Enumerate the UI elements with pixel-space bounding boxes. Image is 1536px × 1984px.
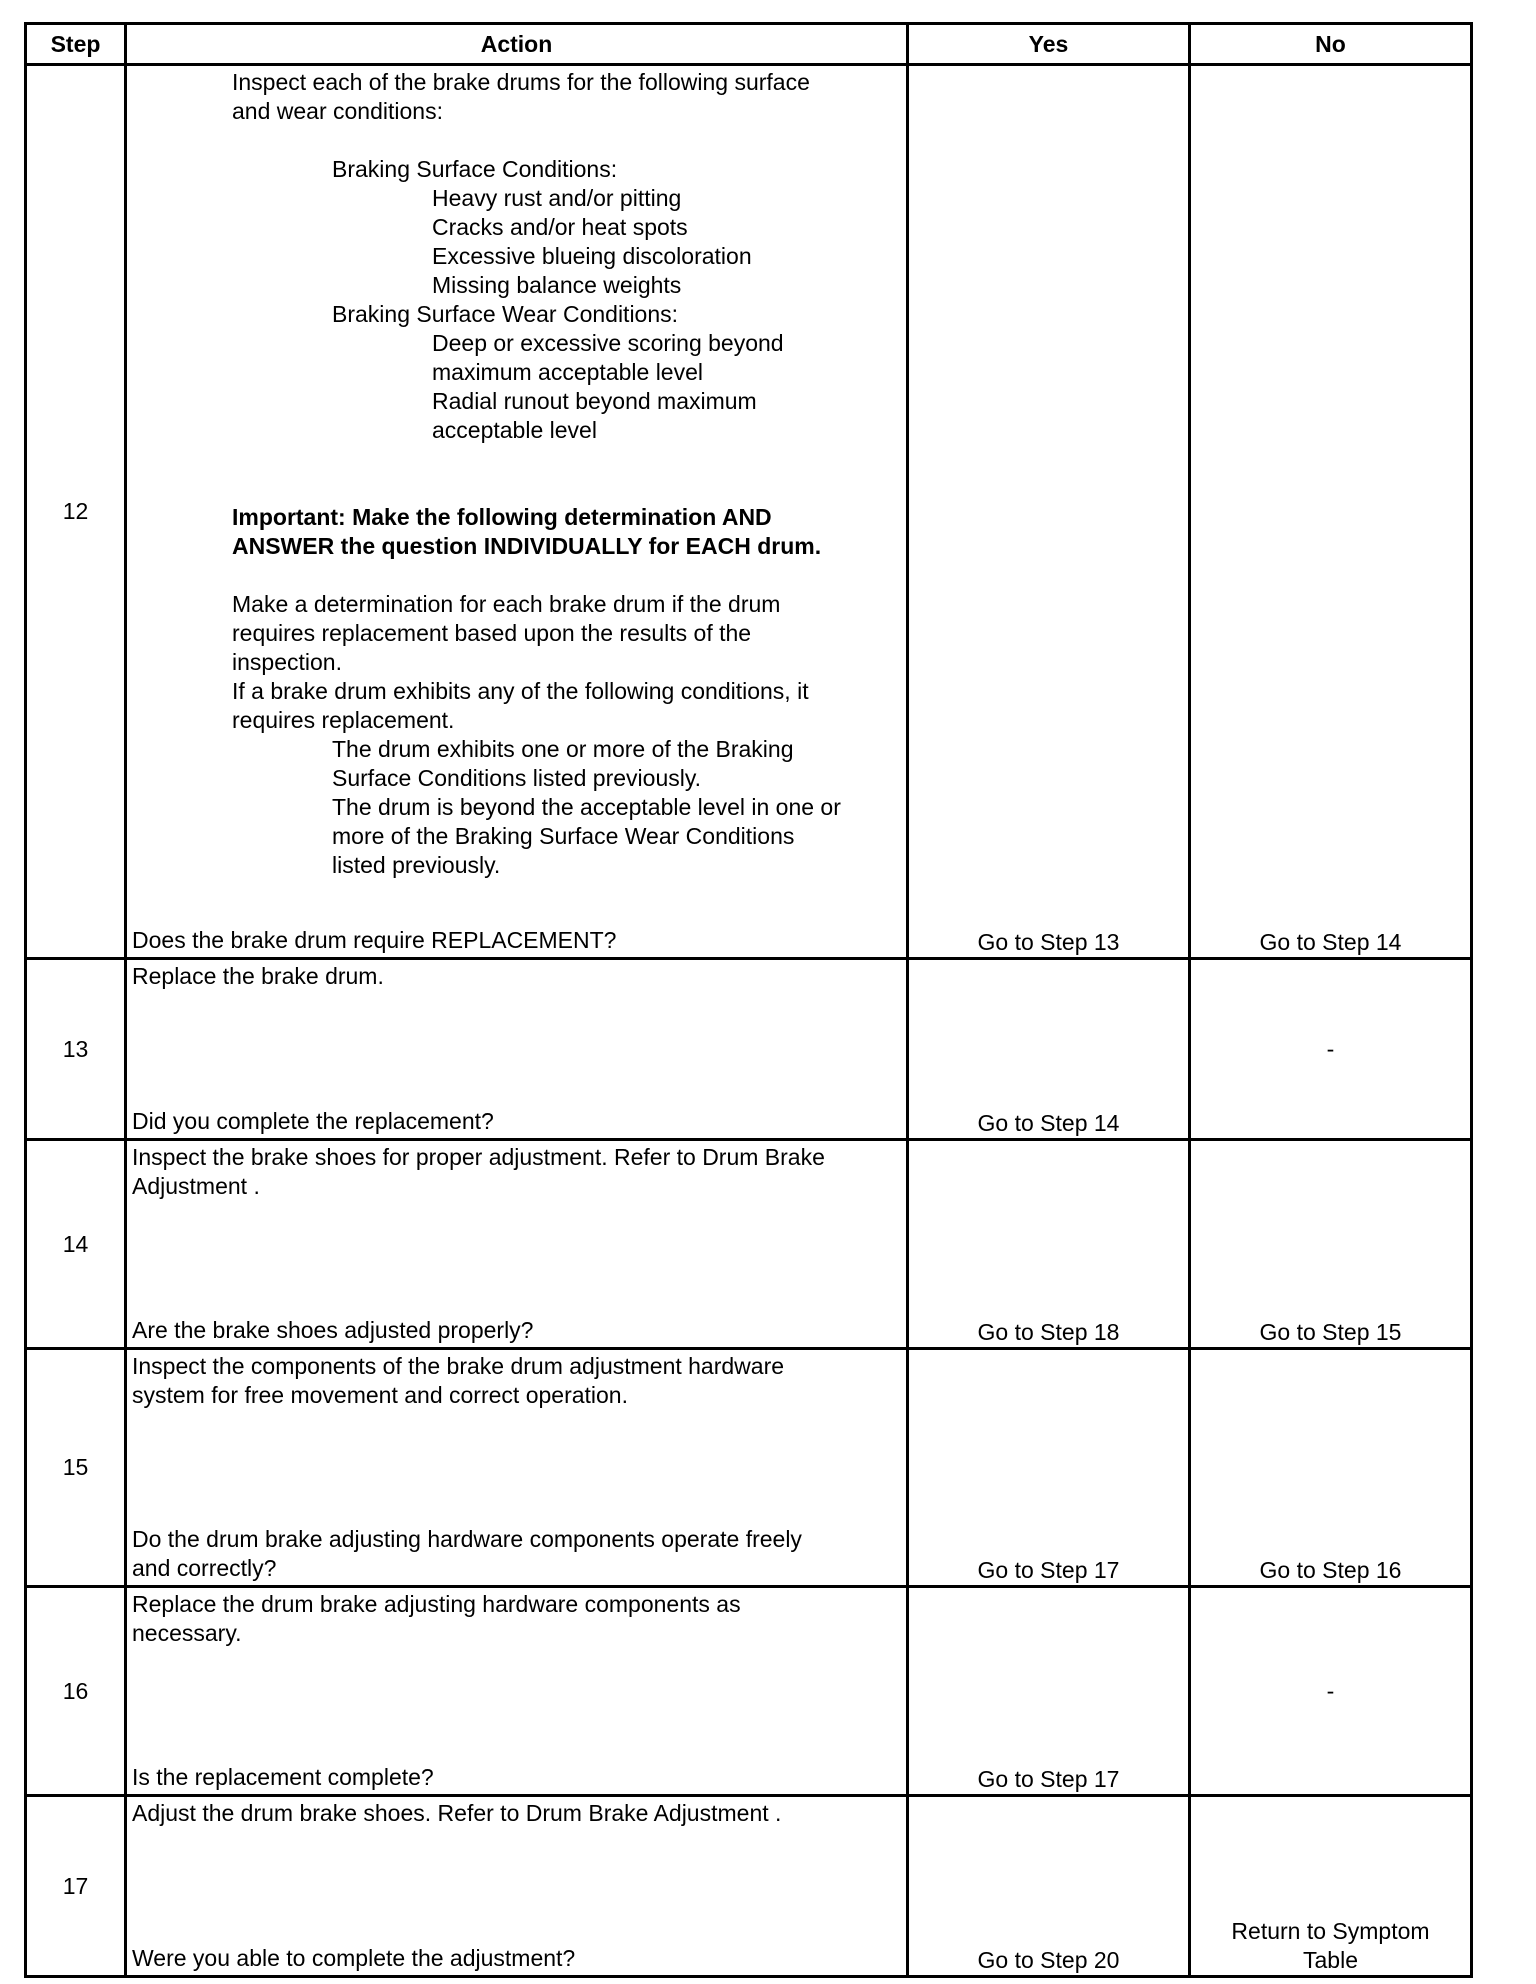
condition-line: The drum exhibits one or more of the Braking xyxy=(332,736,794,762)
action-line: necessary. xyxy=(132,1620,242,1646)
action-line: requires replacement based upon the results of the xyxy=(232,620,752,646)
yes-cell: Go to Step 18 xyxy=(908,1140,1190,1349)
diagnostic-table xyxy=(24,22,1473,1978)
yes-cell: Go to Step 13 xyxy=(908,65,1190,959)
action-line: Inspect the brake shoes for proper adjustment. Refer to Drum Brake xyxy=(132,1144,825,1170)
header-no: No xyxy=(1190,24,1472,65)
header-yes: Yes xyxy=(908,24,1190,65)
action-line: Inspect each of the brake drums for the following surface xyxy=(232,69,810,95)
table-row xyxy=(26,959,1472,1140)
no-cell: Go to Step 14 xyxy=(1190,65,1472,959)
step-number: 13 xyxy=(26,959,126,1140)
list-item: Cracks and/or heat spots xyxy=(432,214,688,240)
header-step: Step xyxy=(26,24,126,65)
no-cell: - xyxy=(1190,1587,1472,1796)
condition-line: listed previously. xyxy=(332,852,501,878)
action-line: Inspect the components of the brake drum adjustment hardware xyxy=(132,1353,785,1379)
action-question: and correctly? xyxy=(132,1555,277,1581)
table-row xyxy=(26,1587,1472,1796)
list-item: Heavy rust and/or pitting xyxy=(432,185,682,211)
list-item: Radial runout beyond maximum xyxy=(432,388,757,414)
step-number: 14 xyxy=(26,1140,126,1349)
table-row xyxy=(26,65,1472,959)
condition-line: The drum is beyond the acceptable level in one or xyxy=(332,794,841,820)
list-item: acceptable level xyxy=(432,417,597,443)
condition-line: more of the Braking Surface Wear Conditions xyxy=(332,823,795,849)
table-row xyxy=(26,1349,1472,1587)
action-line: Replace the brake drum. xyxy=(132,963,384,989)
list-item: maximum acceptable level xyxy=(432,359,704,385)
important-note: ANSWER the question INDIVIDUALLY for EACH drum. xyxy=(232,533,822,559)
action-line: and wear conditions: xyxy=(232,98,443,124)
action-question: Does the brake drum require REPLACEMENT? xyxy=(132,927,617,953)
step-number: 17 xyxy=(26,1796,126,1977)
action-line: Adjust the drum brake shoes. Refer to Drum Brake Adjustment . xyxy=(132,1800,782,1826)
action-cell xyxy=(126,1349,908,1587)
action-line: Replace the drum brake adjusting hardware components as xyxy=(132,1591,741,1617)
yes-cell: Go to Step 17 xyxy=(908,1349,1190,1587)
action-line: Adjustment . xyxy=(132,1173,260,1199)
important-note: Important: Make the following determination AND xyxy=(232,504,772,530)
table-row xyxy=(26,1796,1472,1977)
list-item: Deep or excessive scoring beyond xyxy=(432,330,784,356)
action-line: Make a determination for each brake drum if the drum xyxy=(232,591,781,617)
step-number: 12 xyxy=(26,65,126,959)
yes-cell: Go to Step 20 xyxy=(908,1796,1190,1977)
list-item: Missing balance weights xyxy=(432,272,682,298)
step-number: 16 xyxy=(26,1587,126,1796)
condition-line: Surface Conditions listed previously. xyxy=(332,765,702,791)
yes-cell: Go to Step 14 xyxy=(908,959,1190,1140)
list-item: Excessive blueing discoloration xyxy=(432,243,752,269)
action-question: Are the brake shoes adjusted properly? xyxy=(132,1317,534,1343)
action-line: inspection. xyxy=(232,649,342,675)
table-row xyxy=(26,1140,1472,1349)
action-question: Did you complete the replacement? xyxy=(132,1108,494,1134)
no-cell: Go to Step 16 xyxy=(1190,1349,1472,1587)
surface-conditions-title: Braking Surface Conditions: xyxy=(332,156,618,182)
yes-cell: Go to Step 17 xyxy=(908,1587,1190,1796)
action-cell xyxy=(126,65,908,959)
no-cell: - xyxy=(1190,959,1472,1140)
action-question: Is the replacement complete? xyxy=(132,1764,434,1790)
action-line: requires replacement. xyxy=(232,707,455,733)
action-question: Were you able to complete the adjustment? xyxy=(132,1945,576,1971)
action-cell xyxy=(126,1796,908,1977)
no-line: Table xyxy=(1303,1947,1358,1973)
action-cell xyxy=(126,1587,908,1796)
action-line: If a brake drum exhibits any of the following conditions, it xyxy=(232,678,809,704)
action-cell xyxy=(126,1140,908,1349)
action-line: system for free movement and correct operation. xyxy=(132,1382,628,1408)
action-question: Do the drum brake adjusting hardware components operate freely xyxy=(132,1526,802,1552)
no-line: Return to Symptom xyxy=(1231,1918,1430,1944)
header-row xyxy=(26,24,1472,65)
action-instructions xyxy=(132,68,900,880)
wear-conditions-title: Braking Surface Wear Conditions: xyxy=(332,301,679,327)
no-cell: Go to Step 15 xyxy=(1190,1140,1472,1349)
header-action: Action xyxy=(126,24,908,65)
action-cell xyxy=(126,959,908,1140)
step-number: 15 xyxy=(26,1349,126,1587)
no-cell xyxy=(1190,1796,1472,1977)
